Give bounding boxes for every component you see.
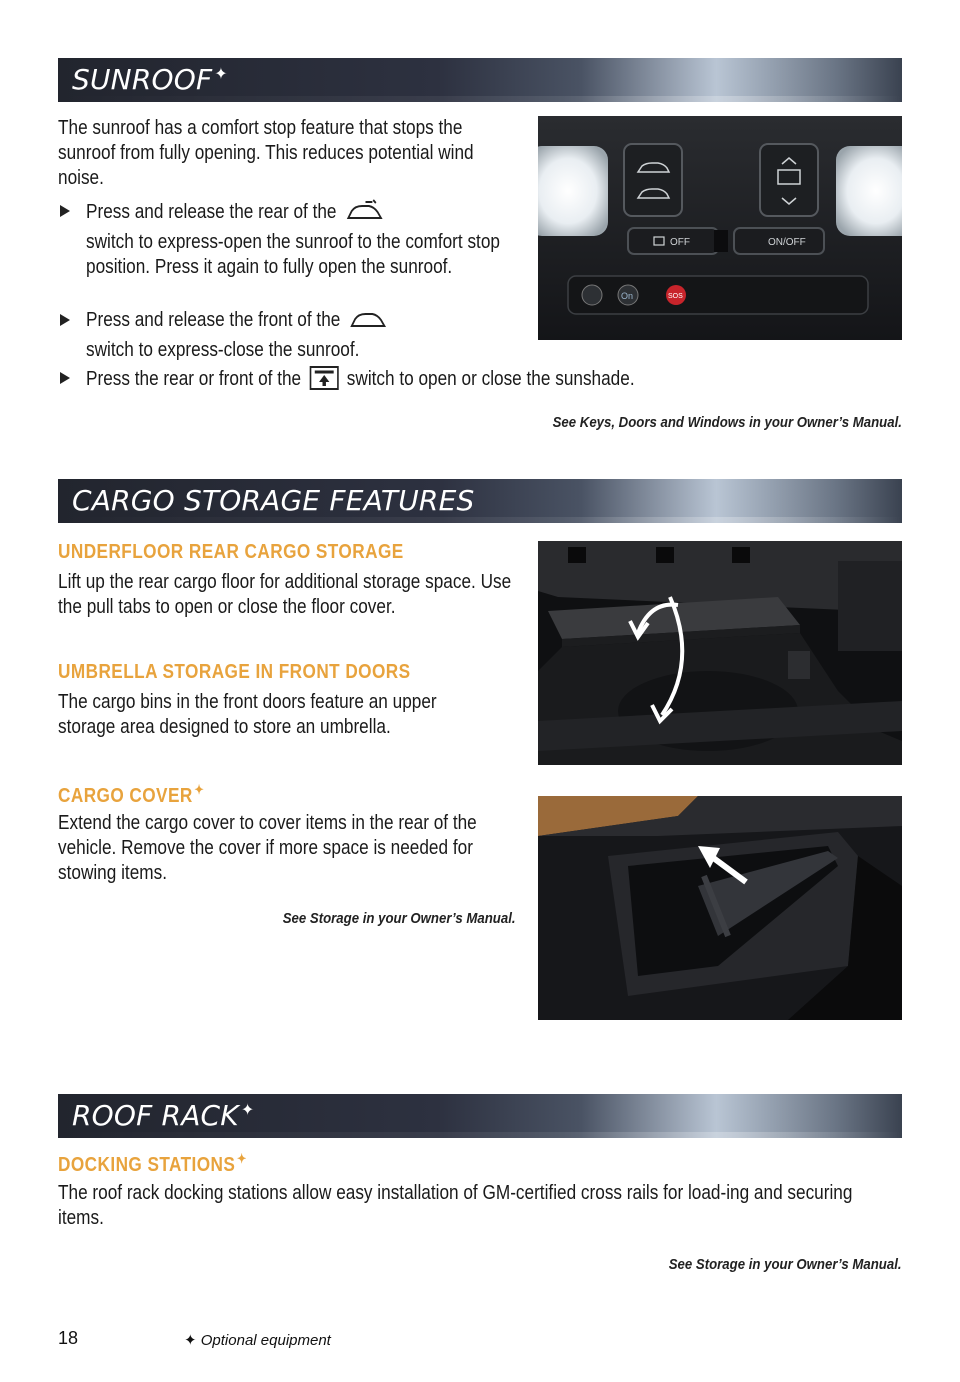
underfloor-heading: UNDERFLOOR REAR CARGO STORAGE	[58, 541, 404, 563]
cargo-cover-heading: CARGO COVER ✦	[58, 782, 205, 807]
umbrella-heading: UMBRELLA STORAGE IN FRONT DOORS	[58, 661, 411, 683]
footer-note: ✦ Optional equipment	[184, 1332, 331, 1349]
section-banner-cargo	[58, 479, 902, 523]
docking-heading: DOCKING STATIONS ✦	[58, 1151, 247, 1176]
section-title-cargo: CARGO STORAGE FEATURES	[72, 484, 475, 517]
cargo-cover-text: Extend the cargo cover to cover items in the rear of the vehicle. Remove the cover if more space is needed for stowing items.	[58, 812, 477, 884]
roof-rack-reference: See Storage in your Owner’s Manual.	[669, 1256, 902, 1273]
overhead-console-photo	[538, 116, 902, 340]
sunshade-icon	[309, 366, 338, 397]
underfloor-text: Lift up the rear cargo floor for additional storage space. Use the pull tabs to open or close the floor cover.	[58, 571, 512, 618]
optional-star-icon: ✦	[214, 64, 228, 83]
door-umbrella-photo	[538, 796, 902, 1020]
sunroof-express-open-icon	[345, 199, 385, 230]
bullet-arrow-icon	[60, 372, 70, 384]
sunroof-intro: The sunroof has a comfort stop feature that stops the sunroof from fully opening. This reduces potential wind noise.	[58, 117, 474, 189]
optional-star-icon: ✦	[194, 782, 205, 797]
optional-star-icon: ✦	[237, 1151, 247, 1166]
console-off-label: OFF	[670, 237, 690, 248]
sunroof-express-close-icon	[349, 309, 389, 338]
console-sos-label: SOS	[668, 293, 683, 300]
sunroof-reference: See Keys, Doors and Windows in your Owner’s Manual.	[552, 414, 902, 431]
section-banner-roof-rack	[58, 1094, 902, 1138]
section-title-roof-rack: ROOF RACK ✦	[72, 1099, 255, 1132]
page-number: 18	[58, 1328, 79, 1348]
umbrella-text: The cargo bins in the front doors feature an upper storage area designed to store an umbrella.	[58, 691, 437, 738]
sunroof-bullet-1: Press and release the rear of the switch to express-open the sunroof to the comfort stop position. Press it again to fully open the sunroof.	[86, 201, 500, 278]
optional-star-icon: ✦	[240, 1100, 255, 1119]
console-onoff-label: ON/OFF	[768, 237, 806, 248]
bullet-arrow-icon	[60, 314, 70, 326]
cargo-reference: See Storage in your Owner’s Manual.	[283, 910, 516, 927]
docking-text: The roof rack docking stations allow easy installation of GM-certified cross rails for load-ing and securing items.	[58, 1182, 853, 1229]
console-on-label: On	[621, 291, 634, 301]
section-banner-sunroof	[58, 58, 902, 102]
bullet-arrow-icon	[60, 205, 70, 217]
sunroof-bullet-3: Press the rear or front of the switch to open or close the sunshade.	[86, 366, 826, 397]
sunroof-bullet-2: Press and release the front of the switch to express-close the sunroof.	[86, 308, 516, 363]
section-title-sunroof: SUNROOF ✦	[72, 63, 228, 96]
underfloor-cargo-photo	[538, 541, 902, 765]
optional-star-icon: ✦	[184, 1332, 197, 1349]
